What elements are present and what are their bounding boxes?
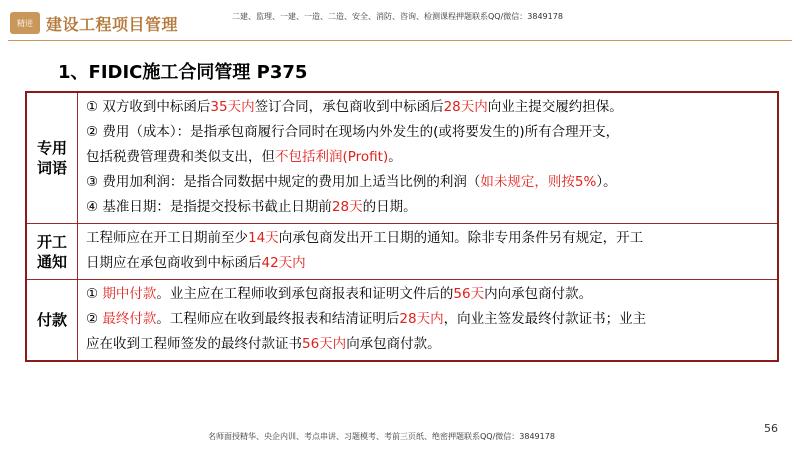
content-text: 内向承包商付款。: [484, 286, 593, 302]
brand-logo-text: 精进: [17, 18, 33, 28]
content-text: 。业主应在工程师收到承包商报表和证明文件后的: [156, 286, 454, 302]
content-text: ① 双方收到中标函后: [86, 99, 211, 115]
content-text: ①: [86, 286, 103, 302]
content-text: 向业主提交履约担保。: [487, 99, 623, 115]
header-contact-note: 二建、监理、一建、一造、二造、安全、消防、咨询、检测课程押题联系QQ/微信：3849178: [232, 12, 563, 21]
content-text: ，向业主签发最终付款证书；业主: [443, 311, 647, 327]
highlight-text: 14天: [248, 230, 279, 246]
highlight-text: 28天: [331, 199, 363, 215]
content-line: [86, 226, 771, 251]
section-title: 1、FIDIC施工合同管理 P375: [58, 62, 308, 83]
content-text: ）。: [596, 174, 617, 190]
highlight-text: 28天内: [399, 311, 444, 327]
content-text: 向承包商付款。: [346, 336, 441, 352]
row-content: [78, 92, 779, 224]
content-text: 日期应在承包商收到中标函后: [86, 255, 262, 271]
footer-contact-note: 名师面授精华、央企内训、考点串讲、习题模考、考前三页纸、绝密押题联系QQ/微信：3849178: [208, 432, 555, 441]
content-line: [86, 170, 771, 195]
row-content: [78, 224, 779, 280]
content-line: [86, 95, 771, 120]
content-line: [86, 195, 771, 220]
row-label-line: 专用: [36, 139, 67, 157]
row-label-line: 付款: [36, 311, 67, 329]
content-text: 。: [388, 149, 402, 165]
table-row: [26, 224, 778, 280]
header-divider: [8, 40, 792, 41]
content-line: [86, 282, 771, 307]
page-number: 56: [764, 422, 778, 435]
content-line: [86, 251, 771, 276]
row-content: [78, 280, 779, 362]
highlight-text: 如未规定，则按5%: [480, 174, 597, 190]
highlight-text: 最终付款: [102, 311, 157, 327]
highlight-text: 不包括利润(Profit): [275, 149, 389, 165]
content-text: 工程师应在开工日期前至少: [86, 230, 248, 246]
content-text: ②: [86, 311, 103, 327]
content-text: ② 费用（成本）：是指承包商履行合同时在现场内外发生的(或将要发生的)所有合理开支，: [86, 124, 620, 140]
table-row: [26, 280, 778, 362]
content-text: 的日期。: [362, 199, 417, 215]
content-line: [86, 332, 771, 357]
brand-title: 建设工程项目管理: [46, 15, 179, 34]
content-text: 应在收到工程师签发的最终付款证书: [86, 336, 302, 352]
row-label: [26, 280, 78, 362]
row-label: [26, 92, 78, 224]
content-line: [86, 307, 771, 332]
content-text: 。工程师应在收到最终报表和结清证明后: [156, 311, 400, 327]
content-text: 包括税费管理费和类似支出，但: [86, 149, 275, 165]
content-text: ③ 费用加利润：是指合同数据中规定的费用加上适当比例的利润（: [86, 174, 481, 190]
highlight-text: 42天内: [261, 255, 306, 271]
highlight-text: 56天: [453, 286, 485, 302]
content-line: [86, 145, 771, 170]
content-text: 向承包商发出开工日期的通知。除非专用条件另有规定，开工: [278, 230, 644, 246]
content-text: ④ 基准日期：是指提交投标书截止日期前: [86, 199, 332, 215]
highlight-text: 56天内: [302, 336, 347, 352]
row-label-line: 开工: [36, 232, 67, 251]
highlight-text: 期中付款: [102, 286, 157, 302]
content-line: [86, 120, 771, 145]
table-row: [26, 92, 778, 224]
highlight-text: 35天内: [210, 99, 255, 115]
row-label-line: 词语: [36, 159, 67, 177]
contract-terms-table: [25, 91, 779, 362]
brand-logo: [10, 12, 40, 34]
row-label: [26, 224, 78, 280]
highlight-text: 28天内: [443, 99, 488, 115]
content-text: 签订合同，承包商收到中标函后: [254, 99, 444, 115]
row-label-line: 通知: [36, 252, 67, 271]
